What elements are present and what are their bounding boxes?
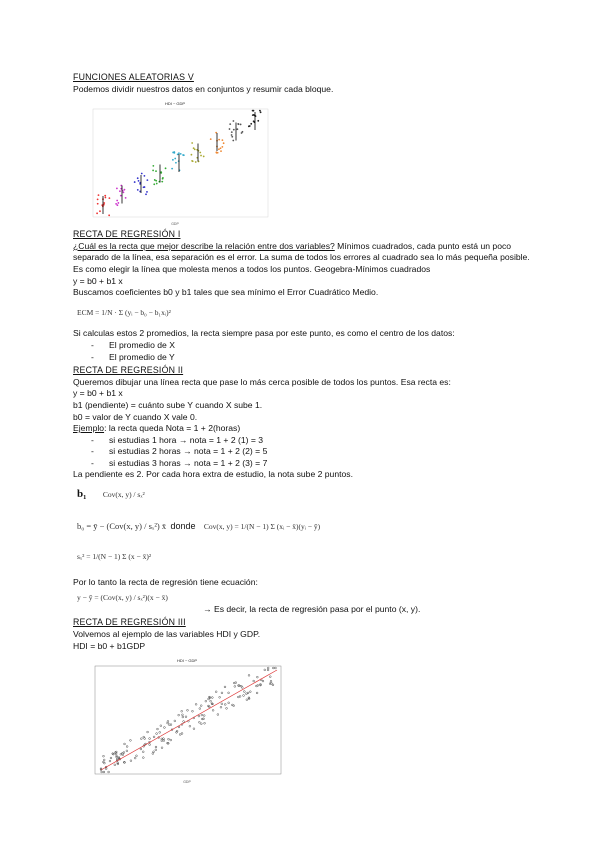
chart-point: [203, 715, 205, 717]
chart-point: [270, 680, 272, 682]
chart-point: [232, 140, 234, 142]
chart-point: [117, 202, 119, 204]
chart-point: [116, 757, 118, 759]
list-item: - El promedio de Y: [73, 352, 533, 364]
chart-point: [183, 721, 185, 723]
section-title: FUNCIONES ALEATORIAS V: [73, 72, 194, 82]
chart-point: [134, 757, 136, 759]
chart-point: [171, 168, 173, 170]
chart-point: [146, 179, 148, 181]
chart-point: [193, 147, 195, 149]
chart-point: [144, 186, 146, 188]
chart-point: [161, 740, 163, 742]
chart-point: [161, 738, 163, 740]
chart-point: [243, 695, 245, 697]
chart-point: [155, 749, 157, 751]
chart-point: [124, 189, 126, 191]
chart-point: [233, 120, 235, 122]
chart-point: [140, 738, 142, 740]
chart-point: [160, 725, 162, 727]
chart-point: [200, 705, 202, 707]
chart-point: [218, 149, 220, 151]
paragraph: Ejemplo: la recta queda Nota = 1 + 2(horas): [73, 423, 241, 434]
chart-point: [262, 680, 264, 682]
chart-point: [126, 750, 128, 752]
chart-title: HDI ~ GDP: [176, 658, 198, 664]
chart-point: [142, 751, 144, 753]
chart-point: [205, 700, 207, 702]
chart-point: [103, 762, 105, 764]
chart-point: [103, 202, 105, 204]
chart-point: [259, 110, 261, 112]
equation: y = b0 + b1 x: [73, 275, 123, 286]
chart-point: [211, 697, 213, 699]
chart-point: [220, 707, 222, 709]
chart-point: [165, 168, 167, 170]
chart-point: [156, 183, 158, 185]
chart-point: [159, 732, 161, 734]
chart-point: [157, 728, 159, 730]
chart-point: [177, 154, 179, 156]
chart-point: [260, 112, 262, 114]
chart-point: [178, 714, 180, 716]
chart-point: [203, 156, 205, 158]
chart-point: [103, 759, 105, 761]
chart-xlabel: GDP: [171, 222, 179, 227]
chart-title: HDI ~ GDP: [164, 101, 186, 107]
chart-point: [152, 170, 154, 172]
paragraph: La pendiente es 2. Por cada hora extra de estudio, la nota sube 2 puntos.: [73, 469, 353, 480]
chart-point: [267, 669, 269, 671]
chart-point: [192, 161, 194, 163]
paragraph: [73, 241, 533, 276]
chart-point: [253, 110, 255, 112]
chart-point: [149, 738, 151, 740]
chart-point: [138, 180, 140, 182]
chart-point: [195, 161, 197, 163]
chart-point: [212, 703, 214, 705]
chart-point: [173, 151, 175, 153]
scatter-chart-regression: [79, 656, 289, 786]
chart-point: [161, 747, 163, 749]
chart-point: [172, 159, 174, 161]
chart-point: [229, 123, 231, 125]
text: Mínimos cuadrados, cada punto está un poco separado de la línea, esa separación es el error. La suma de todos los errores al cuadrado sea lo más pequeña posible. Es como elegir la línea que molesta menos a todos los puntos. Geogebra-Mínimos cuadrados: [73, 240, 530, 274]
chart-point: [156, 733, 158, 735]
formula-variance: sₓ² = 1/(N − 1) Σ (x − x̄)²: [77, 552, 152, 562]
chart-point: [241, 132, 243, 134]
chart-point: [120, 195, 122, 197]
chart-point: [185, 716, 187, 718]
chart-point: [200, 723, 202, 725]
chart-point: [98, 194, 100, 196]
chart-point: [236, 128, 238, 130]
chart-point: [162, 177, 164, 179]
chart-point: [199, 152, 201, 154]
chart-point: [102, 761, 104, 763]
chart-point: [153, 184, 155, 186]
scatter-chart-blocks: [75, 97, 275, 227]
chart-point: [253, 680, 255, 682]
chart-point: [167, 721, 169, 723]
chart-point: [212, 710, 214, 712]
chart-point: [191, 154, 193, 156]
equation: HDI = b0 + b1GDP: [73, 640, 146, 651]
chart-point: [108, 197, 110, 199]
chart-point: [239, 696, 241, 698]
chart-point: [117, 763, 119, 765]
chart-point: [152, 165, 154, 167]
chart-point: [231, 134, 233, 136]
section-title: RECTA DE REGRESIÓN II: [73, 365, 184, 376]
chart-point: [216, 152, 218, 154]
chart-point: [249, 125, 251, 127]
question: ¿Cuál es la recta que mejor describe la relación entre dos variables?: [73, 240, 335, 251]
chart-point: [182, 154, 184, 156]
chart-point: [275, 667, 277, 669]
chart-point: [222, 139, 224, 141]
chart-point: [208, 698, 210, 700]
chart-point: [97, 199, 99, 201]
chart-point: [149, 744, 151, 746]
chart-point: [175, 162, 177, 164]
chart-point: [228, 692, 230, 694]
chart-point: [238, 123, 240, 125]
chart-point: [120, 754, 122, 756]
chart-point: [142, 757, 144, 759]
chart-points: [96, 110, 261, 217]
chart-point: [226, 708, 228, 710]
chart-point: [140, 748, 142, 750]
chart-point: [198, 715, 200, 717]
list-item: - El promedio de X: [73, 340, 533, 352]
chart-point: [116, 204, 118, 206]
chart-point: [123, 192, 125, 194]
chart-point: [152, 753, 154, 755]
chart-point: [103, 771, 105, 773]
chart-point: [119, 190, 121, 192]
chart-point: [101, 771, 103, 773]
chart-point: [167, 722, 169, 724]
chart-point: [224, 704, 226, 706]
formula-line: y − ȳ = (Cov(x, y) / sₓ²)(x − x̄): [77, 593, 168, 603]
chart-point: [114, 764, 116, 766]
chart-point: [234, 686, 236, 688]
section-title: RECTA DE REGRESIÓN III: [73, 617, 186, 628]
chart-point: [103, 756, 105, 758]
paragraph: Volvemos al ejemplo de las variables HDI y GDP.: [73, 629, 261, 640]
chart-point: [145, 194, 147, 196]
chart-point: [97, 203, 99, 205]
chart-points: [100, 667, 276, 773]
chart-point: [240, 685, 242, 687]
chart-point: [248, 675, 250, 677]
equation: y = b0 + b1 x: [73, 388, 123, 399]
paragraph: Buscamos coeficientes b0 y b1 tales que sea mínimo el Error Cuadrático Medio.: [73, 287, 379, 298]
chart-point: [221, 692, 223, 694]
formula-ecm: ECM = 1/N · Σ (yᵢ − b₀ − b₁xᵢ)²: [77, 307, 171, 317]
formula-b0: b₀ = ȳ − (Cov(x, y) / sₓ²) x̄ donde Cov(x, y) = 1/(N − 1) Σ (xᵢ − x̄)(yᵢ − ȳ): [77, 521, 321, 532]
chart-point: [201, 714, 203, 716]
chart-point: [195, 704, 197, 706]
chart-point: [141, 173, 143, 175]
chart-point: [125, 197, 127, 199]
chart-point: [174, 720, 176, 722]
chart-point: [219, 697, 221, 699]
chart-point: [199, 708, 201, 710]
chart-point: [153, 736, 155, 738]
paragraph: b1 (pendiente) = cuánto sube Y cuando X sube 1.: [73, 399, 263, 410]
chart-point: [126, 746, 128, 748]
chart-point: [130, 760, 132, 762]
chart-point: [116, 200, 118, 202]
formula-b1: b₁ Cov(x, y) / sₓ²: [77, 488, 145, 501]
chart-point: [96, 213, 98, 215]
regression-line: [101, 670, 277, 770]
document-page: [73, 70, 533, 786]
chart-point: [164, 727, 166, 729]
chart-point: [174, 158, 176, 160]
chart-point: [180, 153, 182, 155]
chart-point: [272, 667, 274, 669]
chart-point: [155, 170, 157, 172]
chart-point: [163, 738, 165, 740]
paragraph: Queremos dibujar una línea recta que pase lo más cerca posible de todos los puntos. Esa recta es:: [73, 376, 451, 387]
chart-point: [233, 129, 235, 131]
chart-point: [192, 711, 194, 713]
chart-point: [228, 702, 230, 704]
chart-point: [257, 120, 259, 122]
chart-point: [144, 175, 146, 177]
chart-point: [224, 686, 226, 688]
chart-point: [104, 195, 106, 197]
paragraph: Por lo tanto la recta de regresión tiene ecuación:: [73, 576, 258, 587]
chart-point: [256, 692, 258, 694]
chart-point: [256, 676, 258, 678]
chart-point: [223, 142, 225, 144]
chart-point: [99, 210, 101, 212]
chart-point: [189, 726, 191, 728]
chart-point: [161, 181, 163, 183]
chart-point: [210, 138, 212, 140]
chart-point: [250, 123, 252, 125]
chart-point: [220, 148, 222, 150]
paragraph: Podemos dividir nuestros datos en conjuntos y resumir cada bloque.: [73, 83, 334, 94]
list-item: - si estudias 3 horas → nota = 1 + 2 (3) = 7: [73, 458, 533, 470]
chart-point: [193, 728, 195, 730]
chart-point: [146, 191, 148, 193]
chart-point: [204, 723, 206, 725]
chart-point: [240, 124, 242, 126]
chart-point: [181, 711, 183, 713]
chart-point: [130, 740, 132, 742]
chart-point: [124, 743, 126, 745]
chart-point: [182, 714, 184, 716]
chart-point: [191, 142, 193, 144]
chart-xlabel: GDP: [183, 780, 191, 785]
chart-point: [269, 676, 271, 678]
chart-point: [243, 691, 245, 693]
chart-point: [136, 755, 138, 757]
chart-point: [168, 739, 170, 741]
chart-point: [231, 131, 233, 133]
chart-point: [137, 177, 139, 179]
chart-point: [237, 696, 239, 698]
chart-point: [160, 172, 162, 174]
chart-point: [137, 189, 139, 191]
chart-point: [247, 692, 249, 694]
chart-point: [147, 731, 149, 733]
paragraph: Si calculas estos 2 promedios, la recta siempre pasa por este punto, es como el centro de los datos:: [73, 328, 455, 339]
chart-point: [215, 691, 217, 693]
chart-point: [210, 701, 212, 703]
chart-point: [143, 736, 145, 738]
chart-point: [252, 114, 254, 116]
chart-point: [264, 669, 266, 671]
chart-point: [182, 716, 184, 718]
chart-point: [181, 733, 183, 735]
example-label: Ejemplo: [73, 423, 105, 434]
chart-point: [198, 722, 200, 724]
chart-point: [249, 691, 251, 693]
chart-point: [272, 684, 274, 686]
chart-point: [267, 667, 269, 669]
paragraph: b0 = valor de Y cuando X vale 0.: [73, 411, 198, 422]
paragraph: → Es decir, la recta de regresión pasa por el punto (x, y).: [203, 603, 421, 614]
chart-point: [116, 188, 118, 190]
chart-point: [155, 746, 157, 748]
chart-point: [187, 710, 189, 712]
chart-point: [170, 739, 172, 741]
chart-point: [201, 718, 203, 720]
chart-point: [155, 180, 157, 182]
section-title: RECTA DE REGRESIÓN I: [73, 229, 181, 240]
chart-point: [200, 155, 202, 157]
chart-point: [217, 714, 219, 716]
chart-point: [246, 699, 248, 701]
chart-point: [220, 150, 222, 152]
list-item: - si estudias 1 hora → nota = 1 + 2 (1) = 3: [73, 435, 533, 447]
chart-point: [134, 181, 136, 183]
chart-point: [109, 760, 111, 762]
chart-point: [108, 215, 110, 217]
chart-point: [221, 146, 223, 148]
chart-point: [115, 203, 117, 205]
chart-point: [105, 197, 107, 199]
chart-point: [110, 757, 112, 759]
chart-point: [179, 734, 181, 736]
list-item: - si estudias 2 horas → nota = 1 + 2 (2) = 5: [73, 446, 533, 458]
chart-point: [221, 703, 223, 705]
chart-point: [270, 683, 272, 685]
chart-point: [218, 139, 220, 141]
chart-point: [229, 128, 231, 130]
chart-point: [123, 752, 125, 754]
chart-point: [163, 740, 165, 742]
chart-point: [108, 771, 110, 773]
chart-point: [231, 136, 233, 138]
